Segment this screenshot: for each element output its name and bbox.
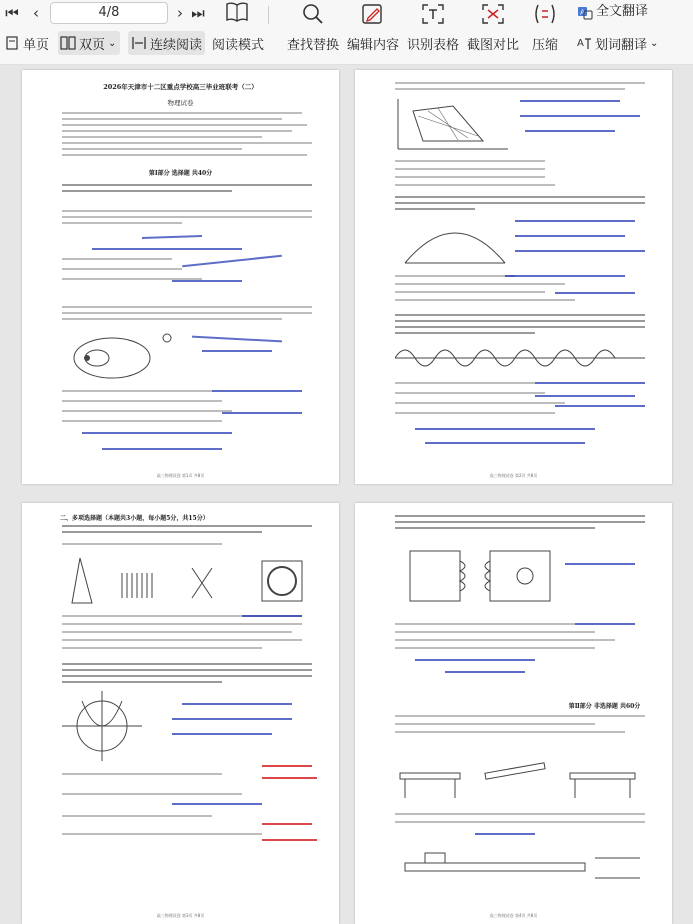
section-heading: 二、多项选择题（本题共3小题，每小题5分，共15分） [60,515,209,522]
search-icon[interactable] [300,2,326,26]
chevron-down-icon[interactable]: ⌄ [108,37,117,49]
screenshot-compare-label: 截图对比 [467,37,520,53]
page-footer: 高三物理试卷 第1页 共8页 [156,473,205,478]
page-footer: 高三物理试卷 第2页 共8页 [489,473,538,478]
word-translate-icon [576,35,592,51]
page-title: 2026年天津市十二区重点学校高三毕业班联考（二） [103,83,258,91]
chevron-down-icon[interactable]: ⌄ [650,37,659,49]
track-apparatus [395,843,645,893]
word-translate-label: 划词翻译 [595,37,648,53]
double-page-label: 双页 [79,37,106,53]
translate-icon [577,5,593,21]
first-page-icon[interactable]: ⏮ [5,4,19,22]
double-page-icon [60,35,76,51]
page-subtitle: 物理试卷 [167,99,194,107]
next-page-icon[interactable]: › [177,4,183,22]
ocr-table-label: 识别表格 [407,37,460,53]
continuous-read-icon [131,35,147,51]
svg-text:A: A [577,38,584,49]
find-replace-label: 查找替换 [287,37,340,53]
edit-icon[interactable] [360,2,386,26]
pv-graph [393,96,513,154]
prev-page-icon[interactable]: ‹ [33,4,39,22]
continuous-read-label: 连续阅读 [150,37,203,53]
page-footer: 高三物理试卷 第4页 共8页 [489,913,538,918]
section-heading: 第Ⅰ部分 选择题 共40分 [148,170,213,177]
find-replace-button[interactable] [287,31,339,55]
wave-diagram [395,340,645,375]
trajectory-diagram [400,218,510,268]
lab-apparatus [395,743,645,803]
edit-content-label: 编辑内容 [347,37,400,53]
page-4[interactable] [355,503,672,924]
page-1[interactable] [22,70,339,484]
read-mode-label: 阅读模式 [212,37,265,53]
screenshot-compare-button[interactable] [467,31,519,55]
scan-text-icon[interactable] [420,2,446,26]
page-footer: 高三物理试卷 第3页 共8页 [156,913,205,918]
single-page-label: 单页 [23,37,50,53]
full-translate-button[interactable]: 全文翻译 [596,4,649,19]
toolbar-row-top [0,0,693,30]
document-viewer[interactable] [0,65,693,924]
double-page-button[interactable] [58,31,120,55]
toolbar [0,0,693,65]
orbit-diagram [72,328,182,383]
section-heading: 第Ⅱ部分 非选择题 共60分 [568,703,641,710]
page-number-input[interactable]: 4/8 [50,2,168,24]
edit-content-button[interactable] [347,31,399,55]
toolbar-divider [268,6,269,24]
page-3[interactable] [22,503,339,924]
compress-icon[interactable] [532,2,558,26]
page-2[interactable] [355,70,672,484]
read-mode-button[interactable] [212,31,264,55]
experiment-figures [62,553,312,608]
last-page-icon[interactable]: ⏭ [191,4,205,22]
continuous-read-button[interactable] [128,31,205,55]
transformer-circuit [400,541,560,611]
field-diagram [62,691,142,761]
ocr-table-button[interactable] [407,31,459,55]
compress-button[interactable] [532,31,558,55]
crop-compare-icon[interactable] [480,2,506,26]
single-page-button[interactable] [4,31,49,55]
word-translate-button[interactable] [576,31,658,55]
book-icon[interactable] [225,1,249,23]
compress-label: 压缩 [532,37,559,53]
svg-text:A: A [580,8,585,17]
toolbar-row-bottom [0,30,693,60]
single-page-icon [4,35,20,51]
